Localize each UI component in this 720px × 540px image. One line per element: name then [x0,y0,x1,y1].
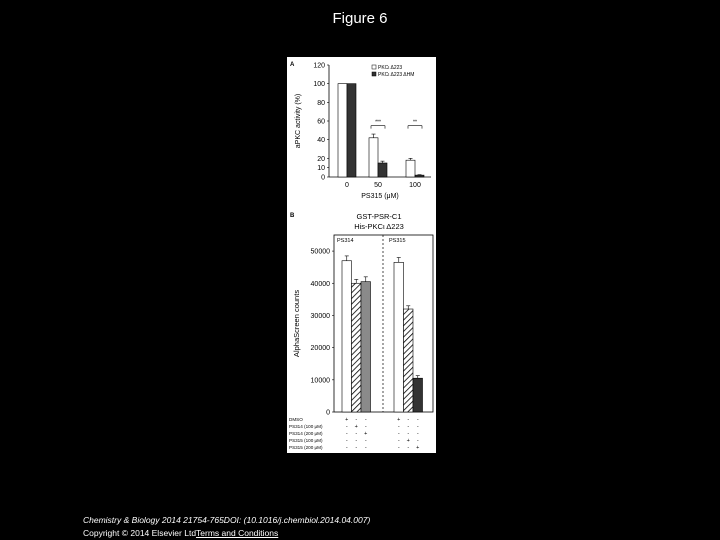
panel-a-y-tick-label: 40 [317,137,325,145]
panel-b-title-line2: His-PKCι Δ223 [354,222,404,231]
panel-b-condition-mark: - [407,417,410,423]
panel-b-condition-mark: - [355,438,358,444]
panel-b-bar [352,283,362,412]
panel-b-y-tick-label: 40000 [310,280,330,288]
panel-b-bar [342,261,352,412]
panel-b-condition-mark: - [407,445,410,451]
panel-b-letter: B [290,213,295,219]
panel-b-condition-mark: - [345,431,348,437]
panel-b-condition-mark: - [355,431,358,437]
panel-a-y-tick-label: 100 [313,81,325,89]
panel-a-x-tick-label: 0 [345,182,349,189]
terms-and-conditions-link[interactable]: Terms and Conditions [196,528,279,538]
panel-a-bar [415,175,424,177]
panel-b-bar [361,282,371,412]
panel-b-y-tick-label: 10000 [310,377,330,385]
figure-panel [287,57,436,453]
panel-a-y-tick-label: 20 [317,155,325,163]
panel-b-condition-mark: - [397,424,400,430]
panel-a-significance-label: *** [375,119,381,126]
panel-b-condition-mark: - [355,445,358,451]
panel-b-condition-mark: - [416,417,419,423]
citation: Chemistry & Biology 2014 21754-765DOI: (10.1016/j.chembiol.2014.04.007) [83,515,371,525]
panel-b-condition-label: PS314 (200 μM) [289,431,323,436]
panel-b-y-label: AlphaScreen counts [292,289,301,358]
panel-b-condition-label: PS315 (100 μM) [289,438,323,443]
panel-b-condition-mark: - [407,431,410,437]
panel-b-condition-mark: + [397,417,401,423]
panel-b-title-line1: GST-PSR-C1 [356,212,402,221]
panel-b-bar [404,309,414,412]
panel-a-legend-swatch [372,65,376,69]
panel-b-condition-mark: + [354,424,358,430]
panel-a-y-tick-label: 0 [321,174,325,182]
panel-b-condition-mark: - [364,438,367,444]
panel-b-condition-mark: - [345,424,348,430]
panel-b-condition-mark: - [397,445,400,451]
panel-a-bar [369,138,378,177]
panel-b-bar [394,262,404,412]
panel-b-condition-mark: - [345,445,348,451]
copyright-text: Copyright © 2014 Elsevier Ltd [83,528,197,538]
panel-b-condition-mark: - [397,438,400,444]
panel-a-legend-swatch [372,72,376,76]
figure-svg [287,57,436,453]
panel-b-condition-mark: - [345,438,348,444]
panel-a-x-tick-label: 50 [374,182,382,189]
panel-b-condition-mark: - [364,417,367,423]
panel-a-bar [378,163,387,177]
panel-b-condition-mark: - [416,424,419,430]
panel-a-letter: A [290,62,295,68]
panel-a-legend-label: PKCι Δ223 [378,65,403,71]
panel-a-x-tick-label: 100 [409,182,421,189]
panel-a-significance-label: ** [413,119,417,126]
panel-a-legend-label: PKCι Δ223 ΔHM [378,72,415,78]
panel-a-bar [347,84,356,177]
panel-b-condition-mark: - [355,417,358,423]
panel-b-y-tick-label: 30000 [310,312,330,320]
panel-a-y-label: aPKC activity (%) [295,93,302,149]
panel-b-y-tick-label: 50000 [310,248,330,256]
panel-b-y-tick-label: 0 [326,409,330,417]
panel-b-bar [413,378,423,412]
panel-b-condition-mark: - [407,424,410,430]
panel-a-y-tick-label: 80 [317,99,325,107]
slide-title: Figure 6 [332,10,388,27]
panel-a-bar [338,84,347,177]
panel-b-condition-label: PS314 (100 μM) [289,424,323,429]
panel-b-condition-mark: + [345,417,349,423]
panel-b-condition-mark: - [364,424,367,430]
panel-a-bar [406,160,415,177]
panel-a-y-tick-label: 120 [313,62,325,70]
panel-b-condition-mark: - [416,431,419,437]
panel-b-group-label: PS315 [389,238,406,244]
panel-b-y-tick-label: 20000 [310,345,330,353]
panel-a-y-tick-label: 10 [317,165,325,173]
panel-b-condition-mark: + [416,445,420,451]
panel-b-group-label: PS314 [337,238,354,244]
panel-b-condition-mark: + [406,438,410,444]
panel-b-condition-mark: - [364,445,367,451]
panel-b-condition-mark: - [416,438,419,444]
panel-b-condition-mark: + [364,431,368,437]
panel-b-condition-mark: - [397,431,400,437]
copyright [83,527,278,540]
panel-b-condition-label: PS315 (200 μM) [289,445,323,450]
panel-b-condition-label: DMSO [289,417,303,422]
panel-a-y-tick-label: 60 [317,118,325,126]
panel-a-x-label: PS315 (μM) [361,193,399,200]
